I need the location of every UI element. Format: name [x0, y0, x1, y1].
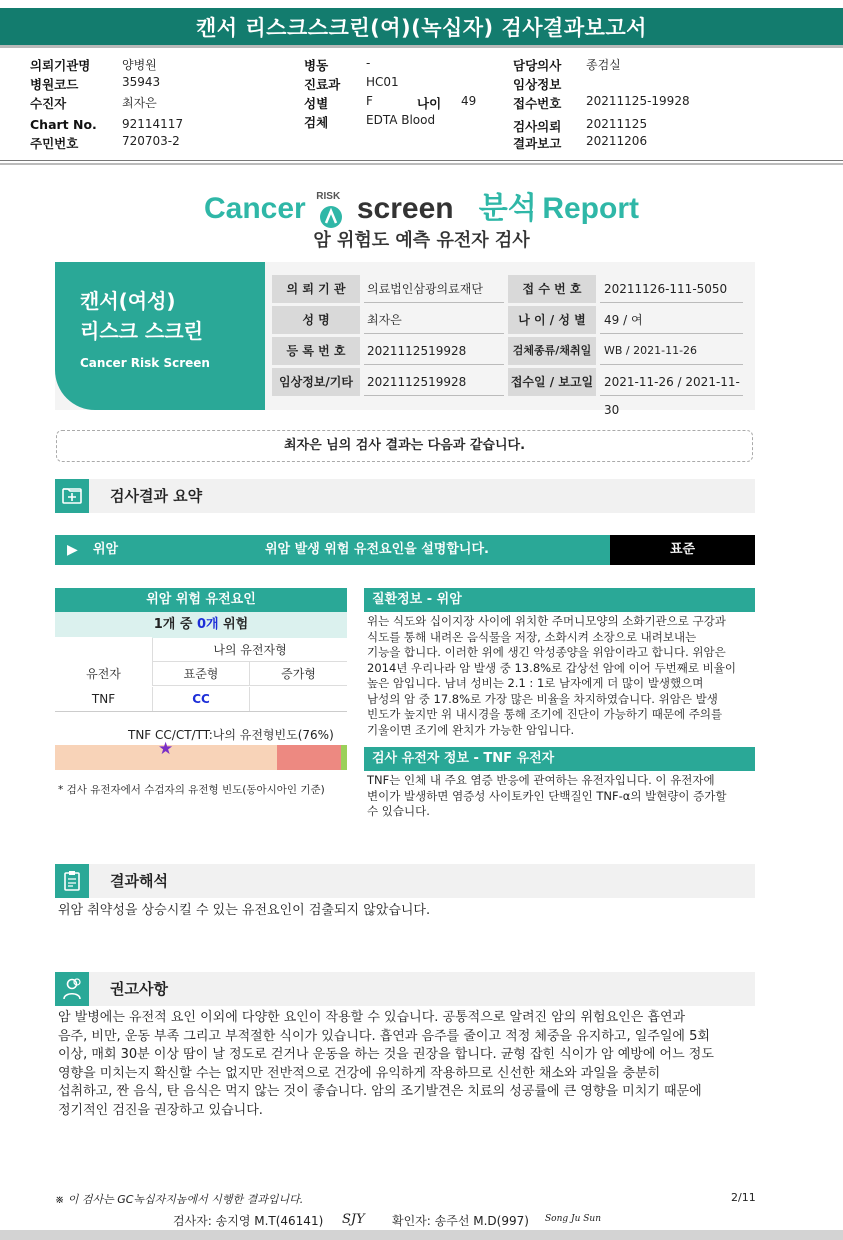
- header-label: 진료과: [304, 77, 341, 92]
- text-line: 빈도가 높지만 위 내시경을 통해 조기에 진단이 가능하기 때문에 주의를: [367, 707, 723, 721]
- info-label: 접 수 번 호: [508, 275, 596, 303]
- header-value: 종검실: [586, 58, 621, 72]
- text-line: 위는 식도와 십이지장 사이에 위치한 주머니모양의 소화기관으로 구강과: [367, 614, 726, 628]
- header-row: [30, 75, 280, 94]
- header-value: 92114117: [122, 117, 184, 131]
- header-value: 20211206: [586, 134, 648, 148]
- header-value: -: [366, 56, 371, 70]
- confirmer: 확인자: 송주선 M.D(997): [392, 1214, 529, 1228]
- cancer-band: [55, 535, 610, 565]
- header-row: [30, 94, 280, 115]
- header-col1: [30, 56, 280, 151]
- frequency-segment: [341, 745, 347, 770]
- age-value: 49: [461, 94, 477, 108]
- my-genotype-star-icon: ★: [158, 739, 174, 759]
- info-label: 검체종류/채취일: [508, 337, 596, 365]
- risk-count-prefix: 1개 중: [153, 617, 197, 632]
- info-value: 2021-11-26 / 2021-11-30: [600, 368, 743, 396]
- card-banner: [55, 262, 265, 410]
- text-line: 이상, 매회 30분 이상 땀이 날 정도로 걷거나 운동을 하는 것을 권장을 합니다. 균형 잡힌 식이가 암 예방에 어느 정도: [58, 1047, 714, 1062]
- logo-report: Report: [542, 192, 639, 225]
- header-label: 검체: [304, 115, 329, 130]
- section-title: 검사결과 요약: [110, 487, 203, 505]
- header-label: 주민번호: [30, 136, 79, 151]
- report-title-bar: [0, 8, 843, 48]
- frequency-note: * 검사 유전자에서 수검자의 유전형 빈도(동아시아인 기준): [58, 784, 325, 796]
- page-number: 2/11: [731, 1191, 756, 1204]
- brand-logo: [0, 183, 843, 225]
- logo-cancer: Cancer: [204, 192, 306, 225]
- header-value: 20211125-19928: [586, 94, 690, 108]
- card-title: [80, 286, 203, 346]
- play-arrow-icon: ▶: [67, 542, 78, 558]
- card-title-line2: 리스크 스크린: [80, 319, 203, 343]
- factor-table-title: 위암 위험 유전요인: [55, 588, 347, 612]
- header-col3: [513, 56, 763, 151]
- info-value: 의료법인삼광의료재단: [364, 275, 504, 303]
- disease-info-title: 질환정보 - 위암: [364, 588, 755, 612]
- section-title: 권고사항: [110, 980, 168, 998]
- my-genotype-header: 나의 유전자형: [152, 638, 347, 662]
- header-value: F: [366, 94, 373, 108]
- header-row: [30, 56, 280, 75]
- text-line: 섭취하고, 짠 음식, 탄 음식은 먹지 않는 것이 좋습니다. 암의 조기발견은 치료의 성공률에 큰 영향을 미치기 때문에: [58, 1084, 702, 1099]
- factor-table-body: [55, 638, 347, 712]
- info-value: 49 / 여: [600, 306, 743, 334]
- increase-genotype: [249, 687, 347, 711]
- tester: 검사자: 송지영 M.T(46141): [173, 1214, 324, 1228]
- tester-signature: SJY: [342, 1212, 365, 1227]
- info-value: 20211126-111-5050: [600, 275, 743, 303]
- header-label: 성별: [304, 96, 329, 111]
- risk-count-value: 0개: [196, 617, 219, 632]
- header-row: [30, 115, 280, 133]
- page-bottom-bar: [0, 1230, 843, 1240]
- header-row: [513, 115, 763, 133]
- age-label: 나이: [417, 96, 442, 111]
- info-label: 나 이 / 성 별: [508, 306, 596, 334]
- header-label: 수진자: [30, 96, 67, 111]
- text-line: 변이가 발생하면 염증성 사이토카인 단백질인 TNF-α의 발현량이 증가할: [367, 788, 727, 803]
- logo-risk: RISK: [316, 190, 341, 202]
- header-value: 720703-2: [122, 134, 180, 148]
- text-line: 정기적인 검진을 권장하고 있습니다.: [58, 1102, 263, 1118]
- header-label: 의뢰기관명: [30, 58, 91, 73]
- header-row: [513, 56, 763, 75]
- text-line: 암 발병에는 유전적 요인 이외에 다양한 요인이 작용할 수 있습니다. 공통적으로 알려진 암의 위험요인은 흡연과: [58, 1010, 686, 1025]
- info-value: 2021112519928: [364, 368, 504, 396]
- header-value: 35943: [122, 75, 161, 89]
- card-subtitle: Cancer Risk Screen: [80, 356, 210, 370]
- section-recommendation: [55, 972, 755, 1006]
- folder-plus-icon: [55, 479, 89, 513]
- logo-screen: screen: [356, 192, 454, 225]
- header-label: 병동: [304, 58, 329, 73]
- info-label: 의 뢰 기 관: [272, 275, 360, 303]
- risk-count-suffix: 위험: [218, 617, 249, 632]
- text-line: 기능을 합니다. 이러한 위에 생긴 악성종양을 위암이라고 합니다. 위암은: [367, 645, 726, 659]
- clipboard-icon: [55, 864, 89, 898]
- header-row: [304, 56, 504, 75]
- text-line: 기울이면 조기에 완치가 가능한 암입니다.: [367, 722, 575, 737]
- header-label: 병원코드: [30, 77, 79, 92]
- normal-column-header: 표준형: [152, 662, 249, 686]
- info-label: 접수일 / 보고일: [508, 368, 596, 396]
- gene-info-title: 검사 유전자 정보 - TNF 유전자: [364, 747, 755, 771]
- text-line: 높은 암입니다. 남녀 성비는 2.1 : 1로 남자에게 더 많이 발생했으며: [367, 676, 704, 690]
- header-row: [304, 75, 504, 94]
- text-line: 식도를 통해 내려온 음식물을 저장, 소화시켜 소장으로 내려보내는: [367, 629, 697, 644]
- risk-badge-icon: [311, 190, 351, 229]
- text-line: 2014년 우리나라 암 발생 중 13.8%로 갑상선 암에 이어 두번째로 비율이: [367, 660, 736, 675]
- info-label: 성 명: [272, 306, 360, 334]
- footer-note: ※ 이 검사는 GC녹십자지놈에서 시행한 결과입니다.: [55, 1193, 304, 1206]
- header-row: [30, 133, 280, 151]
- doctor-icon: [55, 972, 89, 1006]
- header-divider: [0, 160, 843, 165]
- interpretation-text: 위암 취약성을 상승시킬 수 있는 유전요인이 검출되지 않았습니다.: [58, 903, 431, 918]
- header-row: [513, 75, 763, 94]
- header-row: [304, 113, 504, 132]
- result-greeting: 최자은 님의 검사 결과는 다음과 같습니다.: [56, 430, 753, 462]
- logo-korean: 분석: [478, 191, 537, 226]
- header-value: 최자은: [122, 96, 157, 110]
- disease-info-text: [367, 614, 757, 738]
- header-value: EDTA Blood: [366, 113, 436, 127]
- header-label: 결과보고: [513, 136, 562, 151]
- header-label: 검사의뢰: [513, 119, 562, 134]
- info-value: WB / 2021-11-26: [600, 337, 743, 365]
- header-label: 임상정보: [513, 77, 562, 92]
- header-value: 양병원: [122, 58, 157, 72]
- text-line: TNF는 인체 내 주요 염증 반응에 관여하는 유전자입니다. 이 유전자에: [367, 773, 715, 787]
- genotype-frequency-label: TNF CC/CT/TT:나의 유전형빈도(76%): [128, 728, 334, 742]
- text-line: 음주, 비만, 운동 부족 그리고 부적절한 식이가 있습니다. 흡연과 음주를 줄이고 적정 체중을 유지하고, 일주일에 5회: [58, 1028, 710, 1044]
- header-label: Chart No.: [30, 117, 97, 132]
- header-row: [304, 94, 504, 113]
- risk-status-badge: 표준: [610, 535, 755, 565]
- section-interpretation: [55, 864, 755, 898]
- text-line: 남성의 암 중 17.8%로 가장 많은 비율을 차지하였습니다. 위암은 발생: [367, 691, 718, 706]
- gene-column-header: 유전자: [86, 667, 121, 681]
- header-label: 접수번호: [513, 96, 562, 111]
- info-value: 2021112519928: [364, 337, 504, 365]
- section-title: 결과해석: [110, 872, 168, 890]
- normal-genotype: CC: [152, 687, 249, 711]
- risk-count: [55, 612, 347, 638]
- info-label: 임상정보/기타: [272, 368, 360, 396]
- increase-column-header: 증가형: [249, 662, 347, 686]
- frequency-segment: [277, 745, 341, 770]
- info-value: 최자은: [364, 306, 504, 334]
- header-value: 20211125: [586, 117, 648, 131]
- gene-name: TNF: [91, 692, 116, 706]
- header-value: HC01: [366, 75, 399, 89]
- report-title: 캔서 리스크스크린(여)(녹십자) 검사결과보고서: [196, 16, 647, 40]
- header-label: 담당의사: [513, 58, 562, 73]
- info-label: 등 록 번 호: [272, 337, 360, 365]
- genotype-frequency-bar: [55, 739, 347, 770]
- cancer-description: 위암 발생 위험 유전요인을 설명합니다.: [265, 542, 489, 557]
- section-summary: [55, 479, 755, 513]
- header-row: [513, 133, 763, 151]
- text-line: 수 있습니다.: [367, 804, 430, 818]
- header-row: [513, 94, 763, 115]
- card-title-line1: 캔서(여성): [80, 289, 176, 313]
- confirmer-signature: Song Ju Sun: [545, 1214, 602, 1224]
- gene-info-text: [367, 773, 757, 820]
- text-line: 영향을 미치는지 확신할 수는 없지만 전반적으로 건강에 유익하게 작용하므로 신선한 채소와 과일을 충분히: [58, 1065, 661, 1081]
- header-col2: [304, 56, 504, 132]
- cancer-name: 위암: [93, 542, 119, 557]
- page-subtitle: 암 위험도 예측 유전자 검사: [313, 230, 530, 251]
- recommendation-text: [58, 1009, 758, 1120]
